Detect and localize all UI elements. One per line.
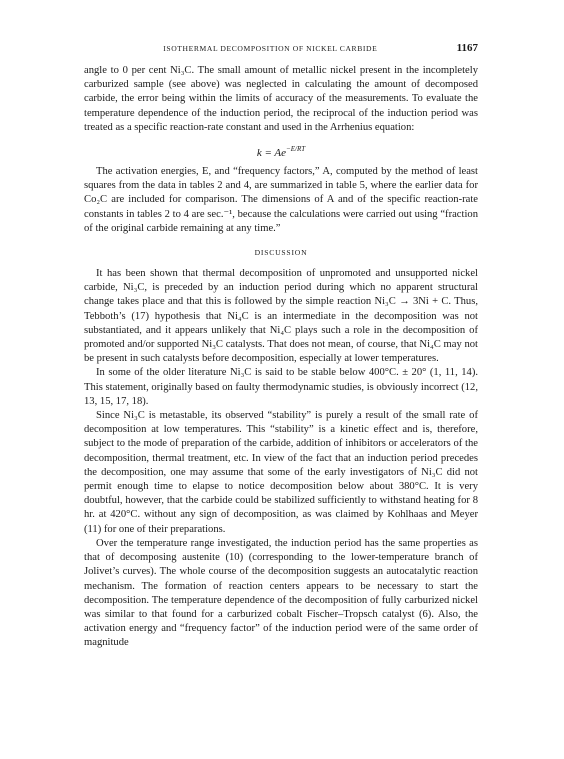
running-head-title: ISOTHERMAL DECOMPOSITION OF NICKEL CARBIDE (163, 44, 378, 53)
running-head (84, 42, 478, 64)
paragraph-activation-energies: The activation energies, E, and “frequency factors,” A, computed by the method of least squares from the data in tables 2 and 4, are summarized in table 5, where the earlier data for Co₂C are included for comparison. The dimensions of A and of the specific reaction-rate constants in tables 2 to 4 are sec.⁻¹, because the calculations were carried out using “fraction of the original carbide remaining at any time.” (84, 166, 478, 234)
page-number: 1167 (456, 42, 478, 54)
paragraph-discussion-3: Since Ni₃C is metastable, its observed “stability” is purely a result of the small rate of decomposition at low temperatures. This “stability” is a kinetic effect and is, therefore, subject to the mode of preparation of the carbide, addition of inhibitors or accelerators of the decomposition, thermal treatment, etc. In view of the fact that an induction period precedes the decomposition, one may assume that some of the early investigators of Ni₃C did not permit enough time to elapse to notice decomposition below about 380°C. It is very doubtful, however, that the carbide could be stabilized sufficiently to withstand heating for 8 hr. at 420°C. without any sign of decomposition, as was claimed by Kohlhaas and Meyer (11) for one of their preparations. (84, 410, 478, 535)
equation-lhs: k = Ae (256, 147, 287, 160)
section-heading-discussion: DISCUSSION (254, 248, 308, 258)
journal-page (84, 42, 478, 651)
paragraph-discussion-2: In some of the older literature Ni₃C is said to be stable below 400°C. ± 20° (1, 11, 14). This statement, originally based on faulty thermodynamic studies, is obviously incorrect (12, 13, 15, 17, 18). (84, 367, 478, 407)
paragraph-discussion-4: Over the temperature range investigated, the induction period has the same properties as that of decomposing austenite (10) (corresponding to the lower-temperature branch of Jolivet’s curves). The whole course of the decomposition suggests an autocatalytic reaction mechanism. The formation of reaction centers appears to be necessary to start the decomposition. The temperature dependence of the decomposition of fully carburized nickel was similar to that found for a carburized cobalt Fischer–Tropsch catalyst (6). Also, the activation energy and “frequency factor” of the induction period were of the same order of magnitude (84, 537, 478, 649)
paragraph-continuation: angle to 0 per cent Ni₃C. The small amount of metallic nickel present in the incompletely carburized sample (see above) was neglected in calculating the amount of decomposed carbide, the error being within the limits of accuracy of the measurements. To evaluate the temperature dependence of the induction period, the reciprocal of the induction period was treated as a specific reaction-rate constant and used in the Arrhenius equation: (84, 65, 478, 133)
arrhenius-equation (84, 137, 478, 161)
equation-exponent: −E/RT (286, 145, 306, 154)
paragraph-discussion-1: It has been shown that thermal decomposition of unpromoted and unsupported nickel carbide, Ni₃C, is preceded by an induction period during which no apparent structural change takes place and that this is followed by the simple reaction Ni₃C → 3Ni + C. Thus, Tebboth’s (17) hypothesis that Ni₄C is an intermediate in the decomposition was not substantiated, and it appears unlikely that Ni₄C plays such a role in the decomposition of promoted and/or supported Ni₃C catalysts. That does not mean, of course, that Ni₄C may not be present in such catalysts before decomposition, especially at lower temperatures. (84, 268, 478, 365)
